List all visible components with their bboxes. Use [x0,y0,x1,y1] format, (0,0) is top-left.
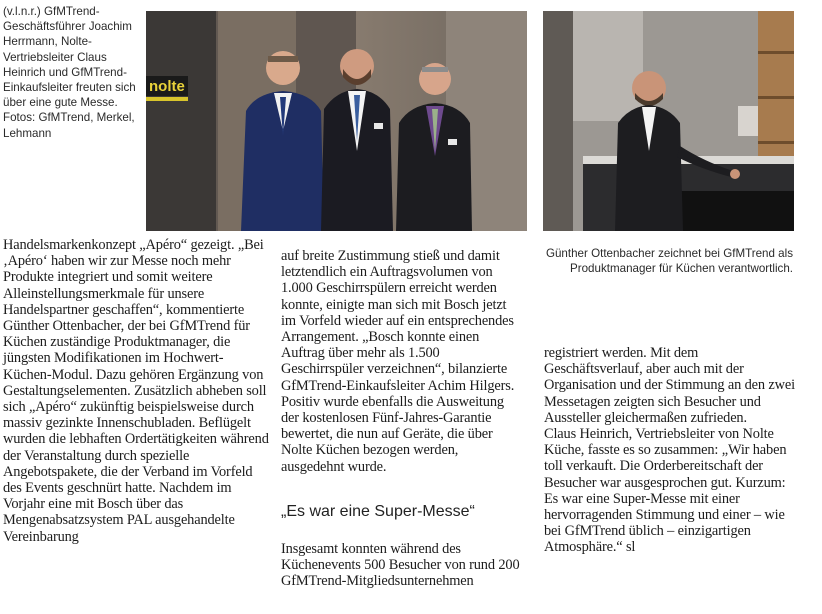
article-paragraph: Insgesamt konnten während des Küchenevents 500 Besucher von rund 200 GfMTrend-Mitgliedsunternehmen [281,541,520,590]
kitchen-photo-illustration [543,11,794,231]
article-paragraph: Handelsmarkenkonzept „Apéro“ gezeigt. „Bei ‚Apéro‘ haben wir zur Messe noch mehr Produkte integriert und somit weitere Alleinstellungsmerkmale für unsere Handelspartner geschaffen“, kommentierte Günther Ottenbacher, der bei GfMTrend für Küchen zuständige Produktmanager, die jüngsten Modifikationen im Hochwert-Küchen-Modul. Dazu gehören Ergänzung von Gestaltungselementen. Zusätzlich abheben soll sich „Apéro“ zukünftig beispielsweise durch massiv gezinkte Innenschubladen. Beflügelt wurden die lebhaften Ordertätigkeiten während der Veranstaltung durch spezielle Angebotspakete, die der Verband im Vorfeld des Events geschnürt hatte. Nachdem im Vorjahr eine mit Bosch über das Mengenabsatzsystem PAL ausgehandelte Vereinbarung [3,237,269,545]
article-column-2 [281,248,523,475]
article-column-3 [544,345,798,556]
photo-caption-left: (v.l.n.r.) GfMTrend-Geschäftsführer Joachim Herrmann, Nolte-Vertriebsleiter Claus Heinrich und GfMTrend-Einkaufsleiter freuten sich über eine gute Messe. Fotos: GfMTrend, Merkel, Lehmann [3,5,136,140]
article-paragraph: registriert werden. Mit dem Geschäftsverlauf, aber auch mit der Organisation und der Stimmung an den zwei Messetagen zeigten sich Besucher und Aussteller gleichermaßen zufrieden. [544,345,795,426]
article-paragraph: Claus Heinrich, Vertriebsleiter von Nolte Küche, fasste es so zusammen: „Wir haben toll verkauft. Die Orderbereitschaft der Besucher war ausgesprochen gut. Kurzum: Es war eine Super-Messe mit einer hervorragenden Stimmung und einer – wie bei GfMTrend üblich – einzigartigen Atmosphäre.“ sl [544,426,787,556]
photo-caption-right: Günther Ottenbacher zeichnet bei GfMTrend als Produktmanager für Küchen verantwortlich. [545,247,793,276]
group-photo-illustration [146,11,527,231]
trade-fair-group-photo [146,11,527,231]
article-column-1 [3,237,271,545]
article-column-2-continued [281,541,523,590]
article-paragraph: auf breite Zustimmung stieß und damit letztendlich ein Auftragsvolumen von 1.000 Geschirrspülern erreicht werden konnte, einigte man sich mit Bosch jetzt im Vorfeld wieder auf ein entsprechendes Arrangement. „Bosch konnte einen Auftrag über mehr als 1.500 Geschirrspüler verzeichnen“, bilanzierte GfMTrend-Einkaufsleiter Achim Hilgers. Positiv wurde ebenfalls die Ausweitung der kostenlosen Fünf-Jahres-Garantie bewertet, die nun auf Geräte, die über Nolte Küchen bezogen werden, ausgedehnt wurde. [281,248,515,475]
nolte-sign: nolte [149,78,185,95]
product-manager-photo [543,11,794,231]
article-subheading: „Es war eine Super-Messe“ [281,503,475,520]
